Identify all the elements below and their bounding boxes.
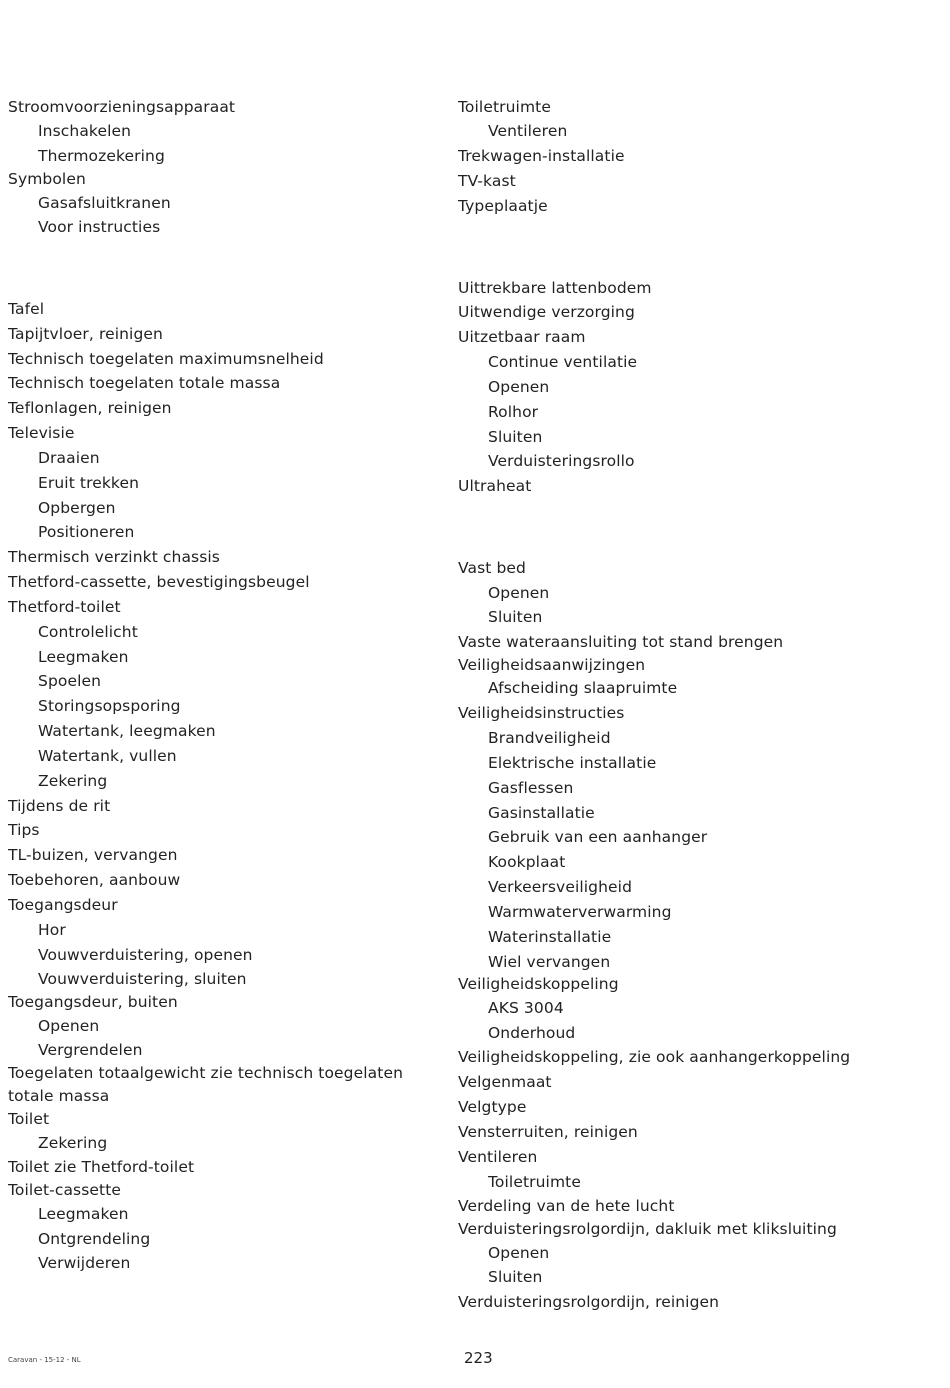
index-subentry: Positioneren <box>38 523 135 541</box>
index-subentry: Gasafsluitkranen <box>38 194 171 212</box>
index-entry: Technisch toegelaten maximumsnelheid <box>8 350 324 368</box>
index-subentry: Continue ventilatie <box>488 353 638 371</box>
index-subentry: Zekering <box>38 772 108 790</box>
index-subentry: Kookplaat <box>488 853 566 871</box>
index-subentry: Elektrische installatie <box>488 754 657 772</box>
index-subentry: Warmwaterverwarming <box>488 903 672 921</box>
index-subentry: Storingsopsporing <box>38 697 181 715</box>
index-entry: Vaste wateraansluiting tot stand brengen <box>458 633 784 651</box>
index-subentry: Rolhor <box>488 403 539 421</box>
index-entry: Tips <box>8 821 40 839</box>
index-entry: Trekwagen-installatie <box>458 147 625 165</box>
index-entry: TV-kast <box>458 172 516 190</box>
index-entry: Toegangsdeur, buiten <box>8 993 178 1011</box>
index-entry: Verduisteringsrolgordijn, reinigen <box>458 1293 720 1311</box>
index-subentry: Onderhoud <box>488 1024 576 1042</box>
index-subentry: Spoelen <box>38 672 102 690</box>
index-subentry: Openen <box>38 1017 100 1035</box>
index-subentry: Verduisteringsrollo <box>488 452 635 470</box>
index-subentry: Gasflessen <box>488 779 574 797</box>
index-entry: Toegelaten totaalgewicht zie technisch toegelaten totale massa <box>8 1064 404 1105</box>
index-subentry: Thermozekering <box>38 147 165 165</box>
index-entry: Velgenmaat <box>458 1073 552 1091</box>
index-subentry: Gasinstallatie <box>488 804 595 822</box>
index-subentry: Gebruik van een aanhanger <box>488 828 708 846</box>
index-subentry: Openen <box>488 1244 550 1262</box>
index-subentry: Watertank, vullen <box>38 747 177 765</box>
index-entry: Thetford-cassette, bevestigingsbeugel <box>8 573 310 591</box>
index-entry: Tafel <box>8 300 45 318</box>
index-subentry: Ontgrendeling <box>38 1230 151 1248</box>
index-entry: Vensterruiten, reinigen <box>458 1123 638 1141</box>
index-subentry: Inschakelen <box>38 122 132 140</box>
index-entry: Tapijtvloer, reinigen <box>8 325 163 343</box>
index-subentry: Controlelicht <box>38 623 138 641</box>
index-entry: Thermisch verzinkt chassis <box>8 548 220 566</box>
index-entry: Toilet zie Thetford-toilet <box>8 1158 195 1176</box>
index-entry: Tijdens de rit <box>8 797 111 815</box>
index-subentry: Openen <box>488 378 550 396</box>
index-subentry: Openen <box>488 584 550 602</box>
document-label: Caravan - 15-12 - NL <box>8 1356 81 1364</box>
index-entry: Thetford-toilet <box>8 598 121 616</box>
index-subentry: Toiletruimte <box>488 1173 581 1191</box>
index-entry: Veiligheidsinstructies <box>458 704 625 722</box>
index-subentry: Watertank, leegmaken <box>38 722 216 740</box>
index-entry: Velgtype <box>458 1098 527 1116</box>
index-entry: Toiletruimte <box>458 98 551 116</box>
index-entry: Uitzetbaar raam <box>458 328 586 346</box>
index-entry: TL-buizen, vervangen <box>8 846 178 864</box>
index-entry: Toilet-cassette <box>8 1181 122 1199</box>
index-entry: Teflonlagen, reinigen <box>8 399 172 417</box>
index-subentry: Verkeersveiligheid <box>488 878 633 896</box>
index-subentry: Draaien <box>38 449 100 467</box>
index-subentry: Opbergen <box>38 499 116 517</box>
index-entry: Vast bed <box>458 559 526 577</box>
index-subentry: Sluiten <box>488 1268 543 1286</box>
index-subentry: Verwijderen <box>38 1254 131 1272</box>
index-subentry: Brandveiligheid <box>488 729 611 747</box>
index-entry: Veiligheidsaanwijzingen <box>458 656 646 674</box>
index-subentry: Leegmaken <box>38 1205 129 1223</box>
index-entry: Toebehoren, aanbouw <box>8 871 181 889</box>
index-subentry: Sluiten <box>488 428 543 446</box>
index-entry: Veiligheidskoppeling, zie ook aanhangerkoppeling <box>458 1048 851 1066</box>
index-subentry: Hor <box>38 921 66 939</box>
index-entry: Verduisteringsrolgordijn, dakluik met kliksluiting <box>458 1220 837 1238</box>
index-subentry: Eruit trekken <box>38 474 140 492</box>
index-entry: Verdeling van de hete lucht <box>458 1197 675 1215</box>
index-entry: Uitwendige verzorging <box>458 303 635 321</box>
index-subentry: Sluiten <box>488 608 543 626</box>
index-entry: Televisie <box>8 424 75 442</box>
index-entry: Ultraheat <box>458 477 532 495</box>
index-subentry: Vouwverduistering, openen <box>38 946 253 964</box>
index-subentry: Vergrendelen <box>38 1041 143 1059</box>
page-number: 223 <box>464 1349 493 1367</box>
index-subentry: Leegmaken <box>38 648 129 666</box>
index-entry: Toilet <box>8 1110 50 1128</box>
index-entry: Uittrekbare lattenbodem <box>458 279 652 297</box>
index-subentry: Wiel vervangen <box>488 953 611 971</box>
index-entry: Toegangsdeur <box>8 896 118 914</box>
index-subentry: Afscheiding slaapruimte <box>488 679 678 697</box>
index-subentry: Vouwverduistering, sluiten <box>38 970 247 988</box>
index-entry: Technisch toegelaten totale massa <box>8 374 281 392</box>
index-entry: Ventileren <box>458 1148 538 1166</box>
index-entry: Stroomvoorzieningsapparaat <box>8 98 236 116</box>
index-entry: Veiligheidskoppeling <box>458 975 619 993</box>
index-subentry: Ventileren <box>488 122 568 140</box>
index-entry: Typeplaatje <box>458 197 548 215</box>
index-subentry: Zekering <box>38 1134 108 1152</box>
index-subentry: AKS 3004 <box>488 999 564 1017</box>
index-subentry: Voor instructies <box>38 218 161 236</box>
index-entry: Symbolen <box>8 170 86 188</box>
index-subentry: Waterinstallatie <box>488 928 612 946</box>
